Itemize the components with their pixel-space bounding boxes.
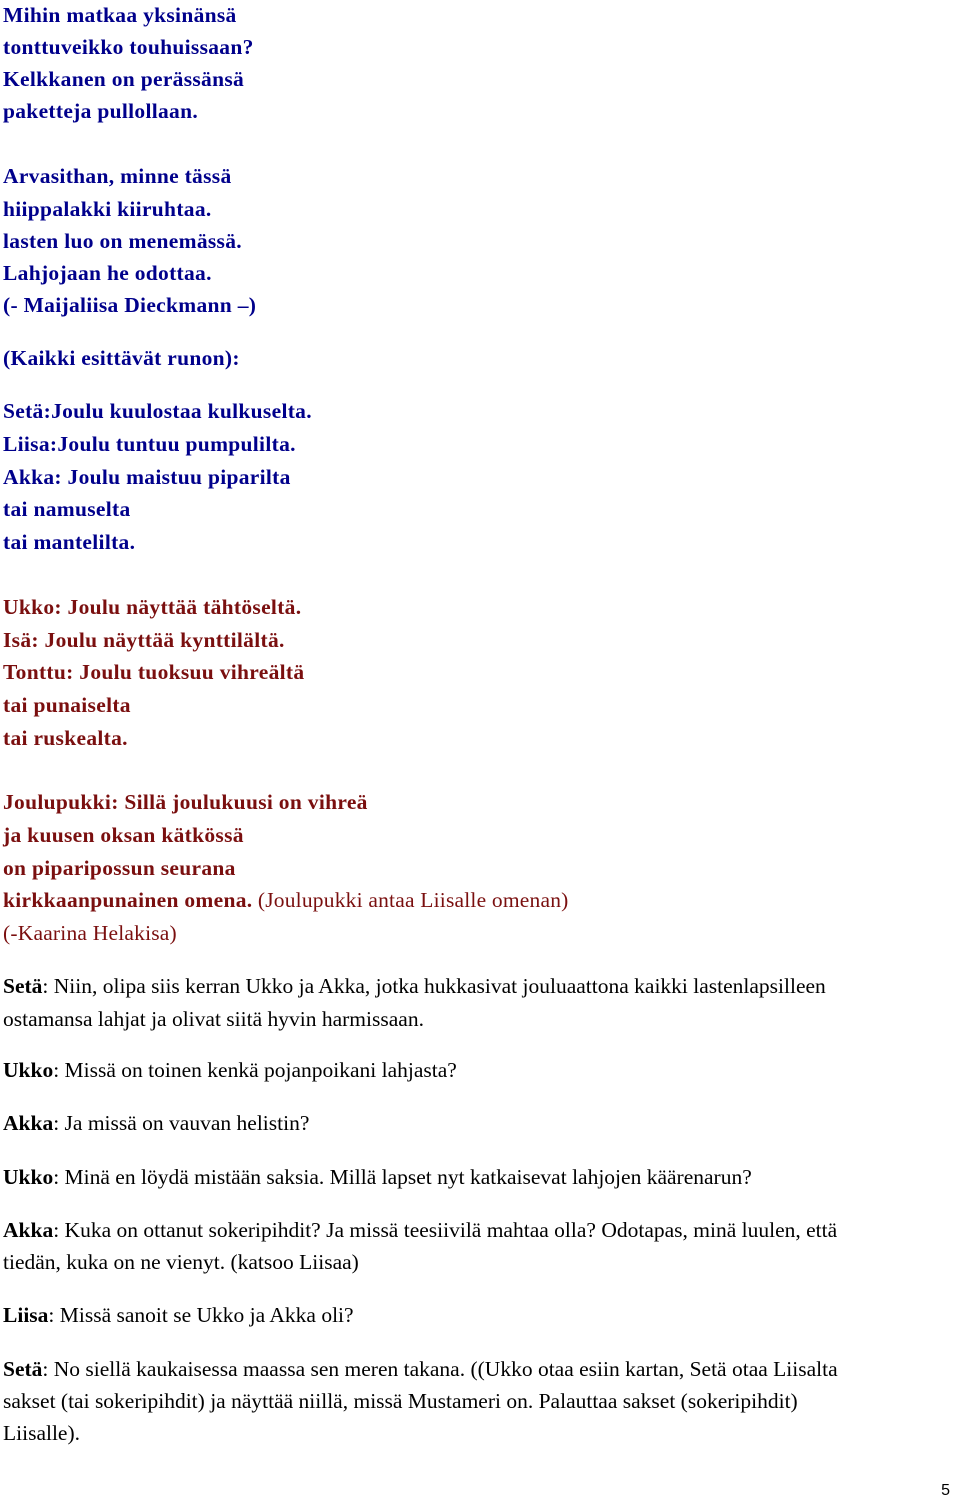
poem-line: Liisa:Joulu tuntuu pumpulilta. [3,432,296,456]
dialogue-line [3,973,826,999]
dialogue-line [3,1057,457,1083]
speaker-name: Setä [3,1357,43,1381]
poem-line: Mihin matkaa yksinänsä [3,3,237,27]
poem-line: tonttuveikko touhuissaan? [3,35,254,59]
speaker-name: Ukko [3,1165,54,1189]
poem-line: lasten luo on menemässä. [3,229,242,253]
dialogue-line [3,1302,354,1328]
poem-line: ja kuusen oksan kätkössä [3,823,244,847]
dialogue-text: sakset (tai sokeripihdit) ja näyttää niillä, missä Mustameri on. Palauttaa sakset (sokeripihdit) [3,1389,798,1413]
poem-line: Akka: Joulu maistuu piparilta [3,465,291,489]
poem-line: tai ruskealta. [3,726,128,750]
dialogue-text: tiedän, kuka on ne vienyt. (katsoo Liisaa) [3,1250,359,1274]
poem-author: (-Kaarina Helakisa) [3,921,177,945]
poem-line: Lahjojaan he odottaa. [3,261,212,285]
speaker-name: Akka [3,1111,54,1135]
dialogue-line [3,1110,309,1136]
stage-direction: (Kaikki esittävät runon): [3,346,240,370]
dialogue-line [3,1164,752,1190]
dialogue-text: : Niin, olipa siis kerran Ukko ja Akka, jotka hukkasivat jouluaattona kaikki lastenlapsilleen [42,974,826,998]
dialogue-text: : Missä sanoit se Ukko ja Akka oli? [48,1303,354,1327]
poem-line-with-note [3,887,569,913]
dialogue-text: : Ja missä on vauvan helistin? [53,1111,310,1135]
dialogue-text: ostamansa lahjat ja olivat siitä hyvin harmissaan. [3,1007,424,1031]
dialogue-text: : Minä en löydä mistään saksia. Millä lapset nyt katkaisevat lahjojen käärenarun? [53,1165,752,1189]
poem-author: (- Maijaliisa Dieckmann –) [3,293,257,317]
poem-line: paketteja pullollaan. [3,99,199,123]
poem-line: Kelkkanen on perässänsä [3,67,245,91]
speaker-name: Akka [3,1218,54,1242]
dialogue-text: Liisalle). [3,1421,81,1445]
speaker-name: Setä [3,974,43,998]
poem-line: tai mantelilta. [3,530,136,554]
poem-line: Isä: Joulu näyttää kynttilältä. [3,628,285,652]
poem-line: hiippalakki kiiruhtaa. [3,197,212,221]
speaker-name: Ukko [3,1058,54,1082]
page-number: 5 [941,1482,950,1499]
poem-line: Ukko: Joulu näyttää tähtöseltä. [3,595,302,619]
stage-direction: (Joulupukki antaa Liisalle omenan) [257,888,569,912]
poem-line: kirkkaanpunainen omena. [3,888,253,912]
dialogue-text: : No siellä kaukaisessa maassa sen meren takana. ((Ukko otaa esiin kartan, Setä otaa Liisalta [42,1357,838,1381]
poem-line: on piparipossun seurana [3,856,236,880]
poem-line: Joulupukki: Sillä joulukuusi on vihreä [3,790,368,814]
dialogue-text: : Kuka on ottanut sokeripihdit? Ja missä teesiivilä mahtaa olla? Odotapas, minä luulen, että [53,1218,838,1242]
poem-line: Setä:Joulu kuulostaa kulkuselta. [3,399,312,423]
speaker-name: Liisa [3,1303,49,1327]
dialogue-line [3,1356,838,1382]
dialogue-line [3,1217,837,1243]
poem-line: Tonttu: Joulu tuoksuu vihreältä [3,660,305,684]
dialogue-text: : Missä on toinen kenkä pojanpoikani lahjasta? [53,1058,457,1082]
poem-line: tai namuselta [3,497,131,521]
poem-line: tai punaiselta [3,693,131,717]
poem-line: Arvasithan, minne tässä [3,164,232,188]
